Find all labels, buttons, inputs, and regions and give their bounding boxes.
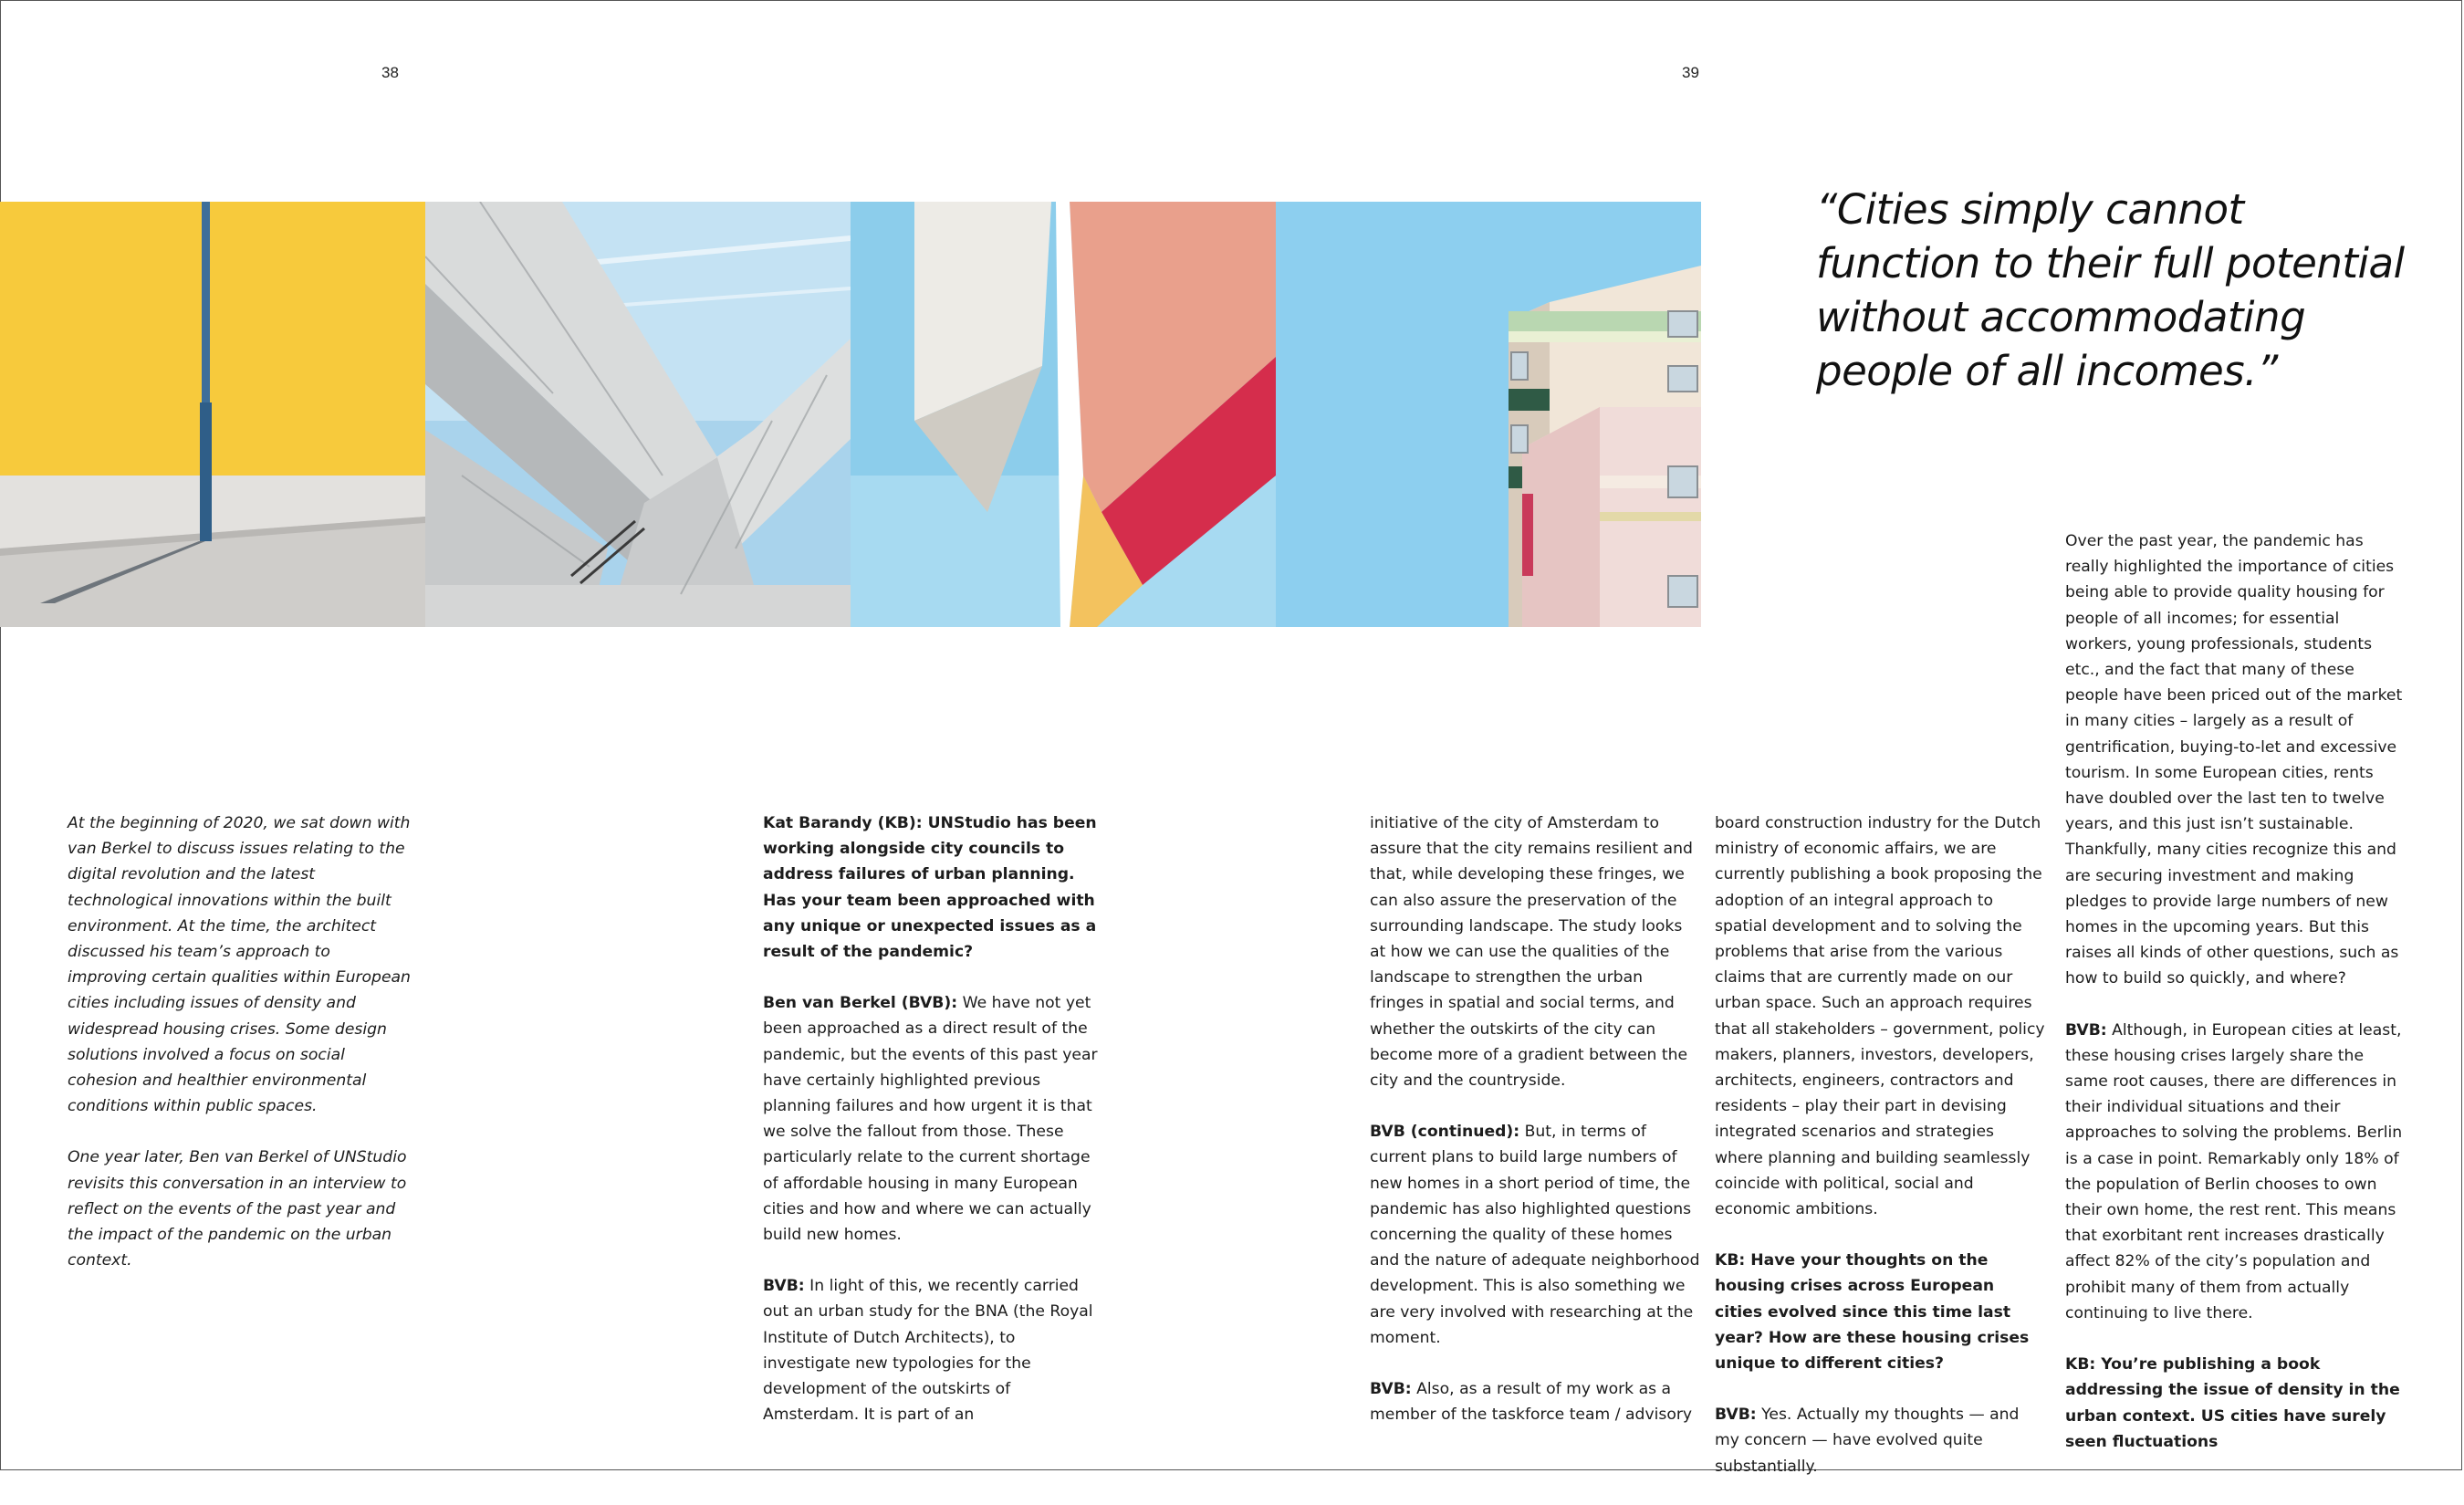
interview-answer [763, 1273, 1101, 1427]
intro-paragraph: At the beginning of 2020, we sat down with van Berkel to discuss issues relating to the digital revolution and the latest technological innovations within the built environment. At the time, the architect discussed his team’s approach to improving certain qualities within European cities including issues of density and widespread housing crises. Some design solutions involved a focus on social cohesion and healthier environmental conditions within public spaces. [68, 814, 411, 1116]
answer-text: Although, in European cities at least, these housing crises largely share the same root causes, there are differences in their individual situations and their approaches to solving the problems. Berlin is a case in point. Remarkably only 18% of the population of Berlin chooses to own their own home, the rest rent. This means that exorbitant rent increases drastically affect 82% of the city’s population and prohibit many of them from actually continuing to live there. [2065, 1020, 2403, 1322]
interview-answer: board construction industry for the Dutch ministry of economic affairs, we are currently publishing a book proposing the adoption of an integral approach to spatial development and to solving the problems that arise from the various claims that are currently made on our urban space. Such an approach requires that all stakeholders – government, policy makers, planners, investors, developers, architects, engineers, contractors and residents – play their part in devising integrated scenarios and strategies where planning and building seamlessly coincide with political, social and economic ambitions. [1715, 814, 2045, 1219]
speaker-label: BVB (continued): [1370, 1123, 1520, 1142]
interview-answer: initiative of the city of Amsterdam to assure that the city remains resilient and that, while developing these fringes, we can also assure the preservation of the surrounding landscape. The study looks at how we can use the qualities of the landscape to strengthen the urban fringes in spatial and social terms, and whether the outskirts of the city can become more of a gradient between the city and the countryside. [1370, 814, 1693, 1091]
speaker-label: BVB: [2065, 1020, 2107, 1040]
speaker-label: BVB: [763, 1277, 805, 1296]
interview-column-4 [2065, 528, 2403, 1480]
answer-text: But, in terms of current plans to build large numbers of new homes in a short period of time, the pandemic has also highlighted questions concerning the quality of these homes and the nature of adequate neighborhood development. This is also something we are very involved with researching at the moment. [1370, 1123, 1700, 1347]
speaker-label: Ben van Berkel (BVB): [763, 994, 958, 1013]
answer-text: Yes. Actually my thoughts — and my concern — have evolved quite substantially. [1715, 1406, 2020, 1476]
photo-yellow-wall-lamppost [0, 202, 425, 627]
interview-answer [1370, 1376, 1700, 1427]
interview-question: KB: You’re publishing a book addressing the issue of density in the urban context. US cities have surely seen fluctuations [2065, 1355, 2400, 1451]
speaker-label: BVB: [1715, 1406, 1757, 1425]
answer-text: In light of this, we recently carried out an urban study for the BNA (the Royal Institute of Dutch Architects), to investigate new typologies for the development of the outskirts of Amsterdam. It is part of an [763, 1277, 1093, 1425]
interview-question: Kat Barandy (KB): UNStudio has been working alongside city councils to address failures of urban planning. Has your team been approached with any unique or unexpected issues as a result of the pandemic? [763, 814, 1097, 962]
interview-answer [763, 990, 1101, 1248]
speaker-label: BVB: [1370, 1380, 1412, 1399]
interview-answer: Over the past year, the pandemic has really highlighted the importance of cities being able to provide quality housing for people of all incomes; for essential workers, young professionals, students etc., and the fact that many of these people have been priced out of the market in many cities – largely as a result of gentrification, buying-to-let and excessive tourism. In some European cities, rents have doubled over the last ten to twelve years, and this just isn’t sustainable. Thankfully, many cities recognize this and are securing investment and making pledges to provide large numbers of new homes in the upcoming years. But this raises all kinds of other questions, such as how to build so quickly, and where? [2065, 532, 2403, 988]
interview-answer [1715, 1402, 2047, 1479]
interview-answer [1370, 1119, 1700, 1351]
page-number-left: 38 [381, 64, 399, 81]
interview-column-2 [1370, 810, 1700, 1453]
pull-quote: “Cities simply cannot function to their full potential without accommodating people of all incomes.” [1816, 185, 2405, 395]
interview-column-3 [1715, 810, 2047, 1505]
photo-tiled-bridge-structure [425, 202, 851, 627]
answer-text: We have not yet been approached as a direct result of the pandemic, but the events of this past year have certainly highlighted previous planning failures and how urgent it is that we solve the fallout from those. These particularly relate to the current shortage of affordable housing in many European cities and how and where we can actually build new homes. [763, 994, 1098, 1245]
interview-question: KB: Have your thoughts on the housing crises across European cities evolved since this time last year? How are these housing crises unique to different cities? [1715, 1251, 2030, 1374]
intro-paragraph: One year later, Ben van Berkel of UNStudio revisits this conversation in an interview to reflect on the events of the past year and the impact of the pandemic on the urban context. [68, 1148, 407, 1270]
photo-pastel-apartment-building [1276, 202, 1701, 627]
interview-column-1 [763, 810, 1101, 1453]
page-number-right: 39 [1682, 64, 1699, 81]
interview-answer [2065, 1018, 2403, 1326]
intro-column [68, 810, 414, 1299]
photo-abstract-architecture [851, 202, 1276, 627]
answer-text: Also, as a result of my work as a member of the taskforce team / advisory [1370, 1380, 1693, 1425]
